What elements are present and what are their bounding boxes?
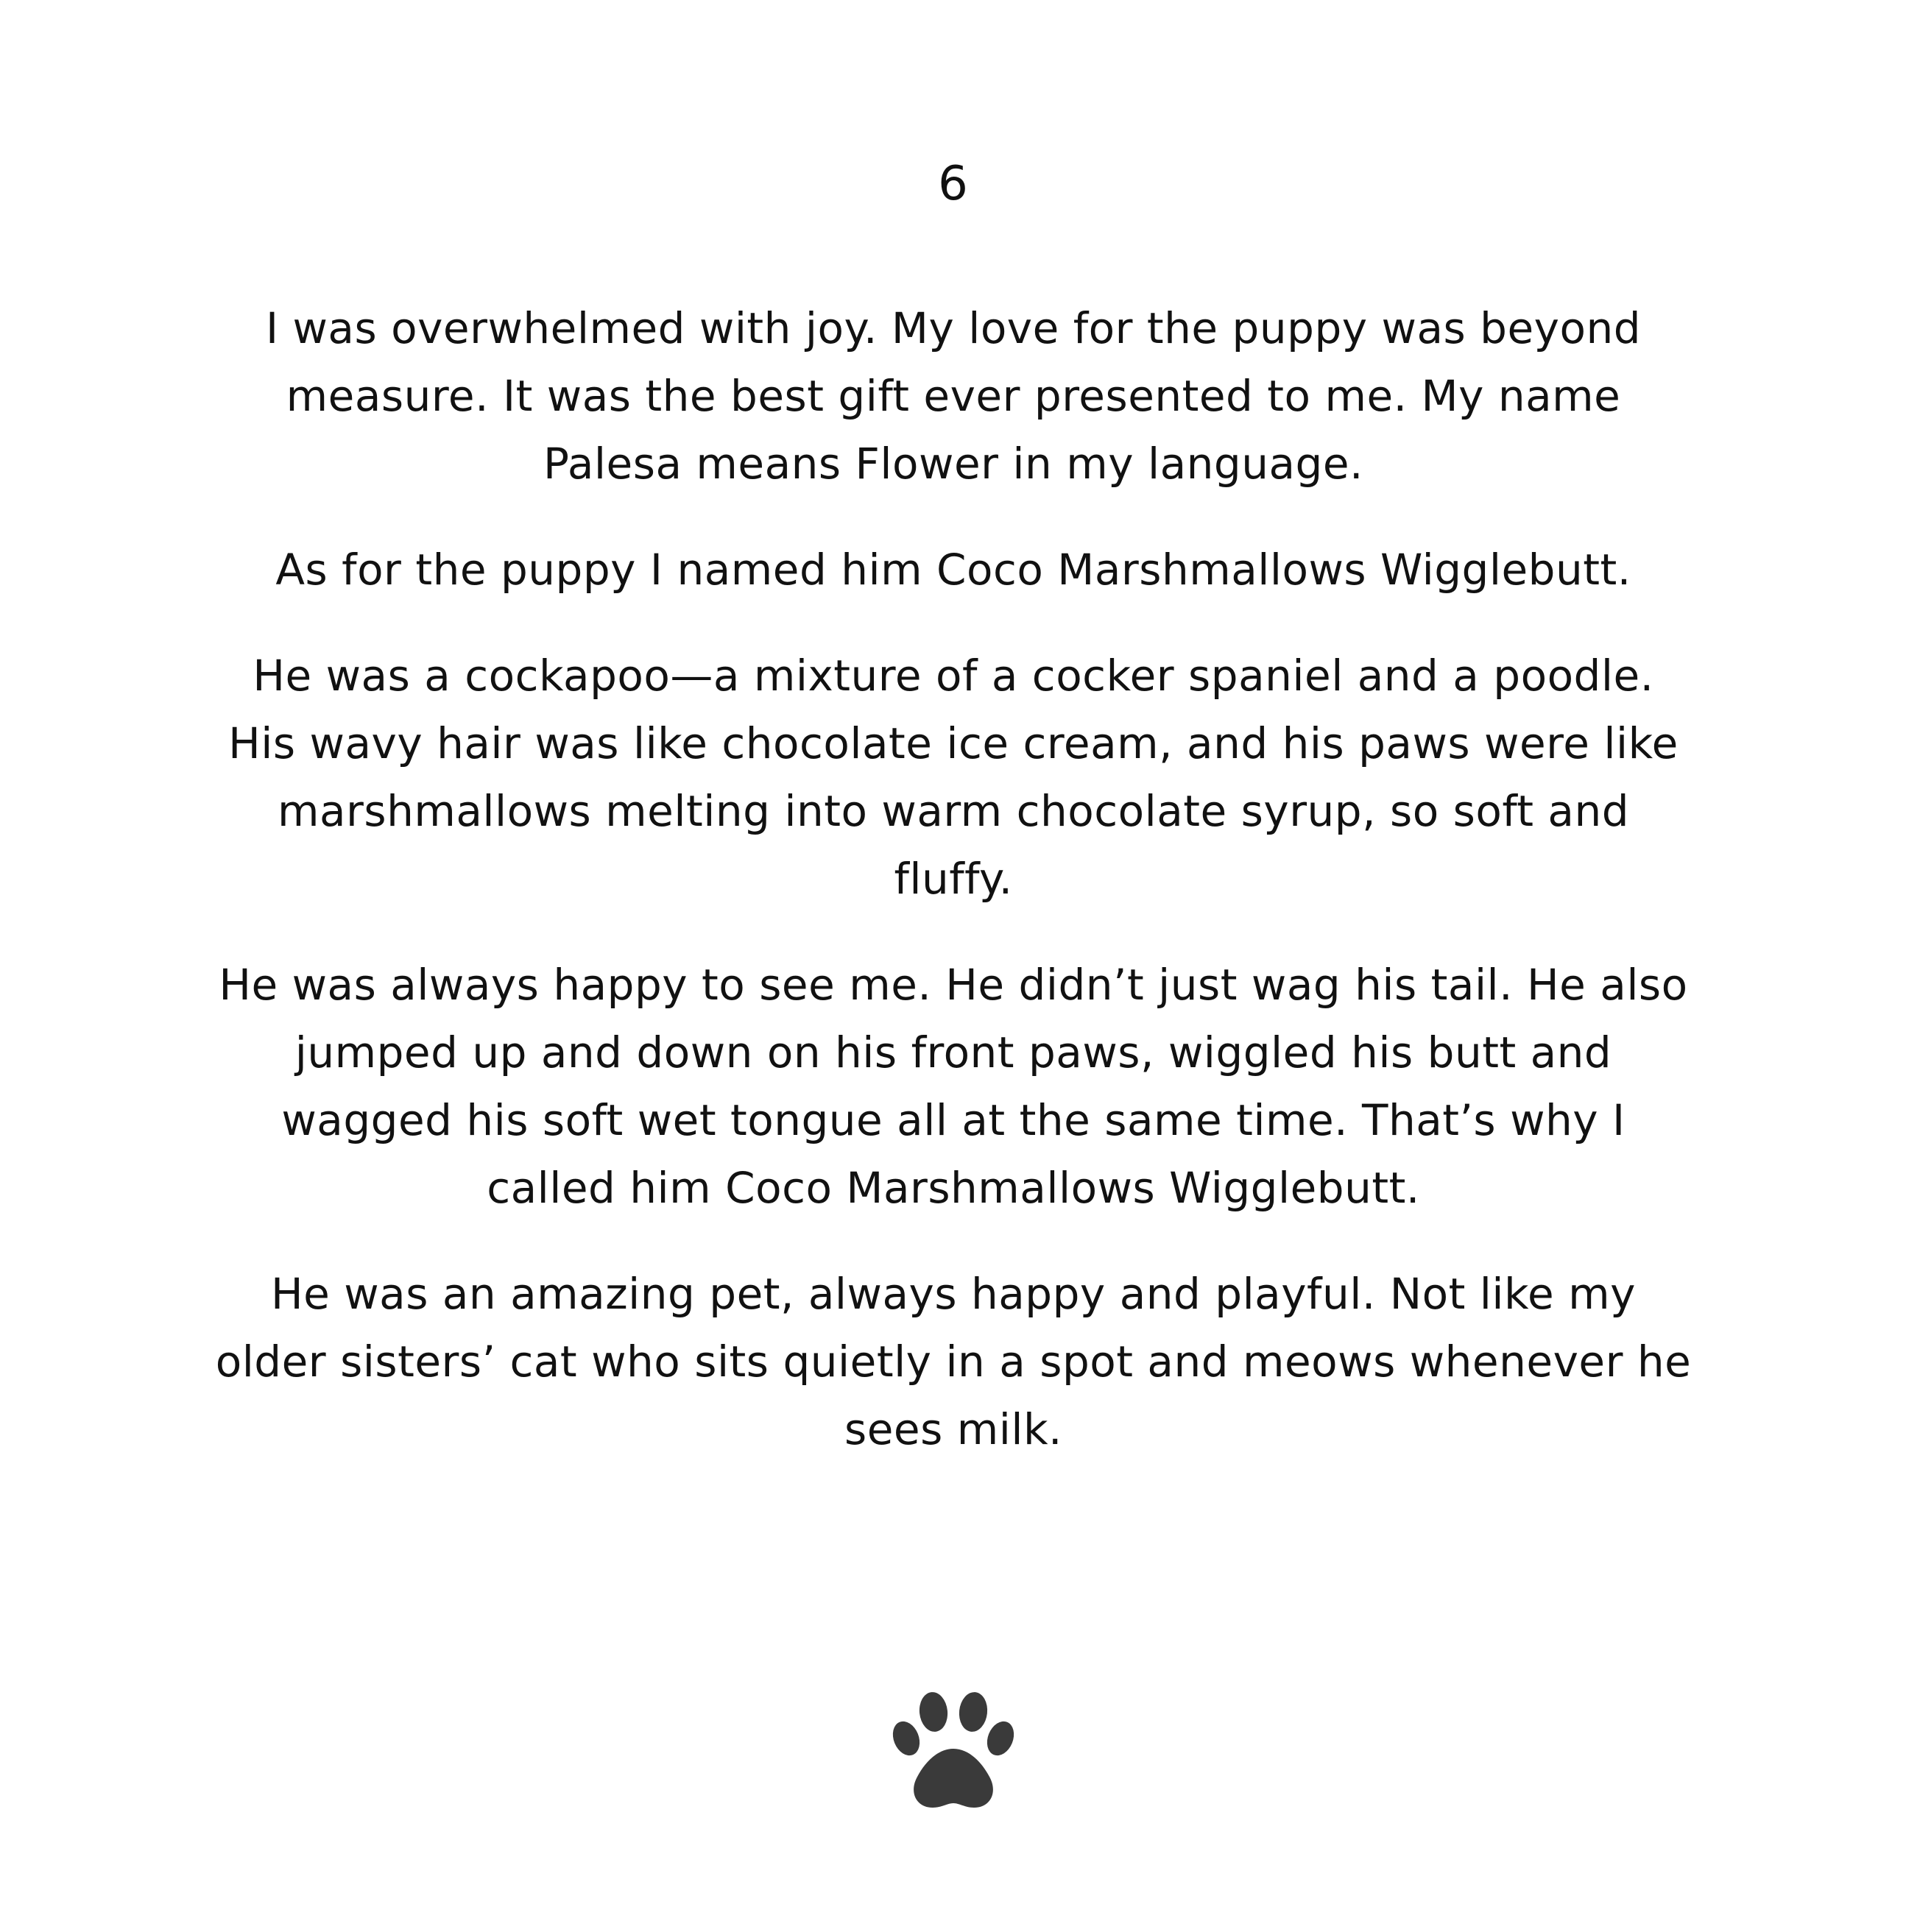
- story-paragraph: He was an amazing pet, always happy and playful. Not like my older sisters’ cat who sits quietly in a spot and meows whenever he sees milk.: [215, 1269, 1692, 1454]
- story-text: [213, 294, 1693, 1501]
- paw-print-icon: [887, 1685, 1020, 1818]
- story-paragraph: He was a cockapoo—a mixture of a cocker spaniel and a poodle. His wavy hair was like chocolate ice cream, and his paws were like marshmallows melting into warm chocolate syrup, so soft and fluffy.: [228, 651, 1679, 904]
- page-number: 6: [938, 157, 968, 211]
- story-paragraph: He was always happy to see me. He didn’t just wag his tail. He also jumped up and down on his front paws, wiggled his butt and wagged his soft wet tongue all at the same time. That’s why I called him Coco Marshmallows Wigglebutt.: [219, 960, 1688, 1213]
- story-paragraph: As for the puppy I named him Coco Marshmallows Wigglebutt.: [275, 545, 1631, 595]
- story-paragraph: I was overwhelmed with joy. My love for the puppy was beyond measure. It was the best gift ever presented to me. My name Palesa means Flower in my language.: [265, 303, 1642, 489]
